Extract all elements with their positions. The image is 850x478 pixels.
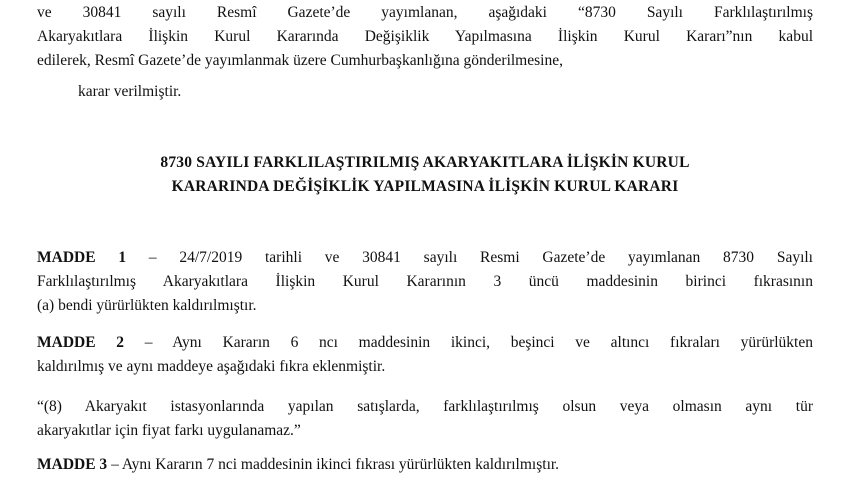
madde-2-quote-line-1: “(8) Akaryakıt istasyonlarında yapılan satışlarda, farklılaştırılmış olsun veya olmasın aynı tür (37, 398, 813, 415)
intro-line-2: Akaryakıtlara İlişkin Kurul Kararında Değişiklik Yapılmasına İlişkin Kurul Kararı”nın kabul (37, 28, 813, 45)
madde-1-line-1 (37, 248, 813, 268)
madde-2-quote-line-2: akaryakıtlar için fiyat farkı uygulanamaz.” (37, 422, 301, 439)
decision-title-line-1: 8730 SAYILI FARKLILAŞTIRILMIŞ AKARYAKITLARA İLİŞKİN KURUL (160, 154, 690, 171)
madde-1-label: MADDE 1 (37, 249, 127, 266)
madde-3-text: – Aynı Kararın 7 nci maddesinin ikinci fıkrası yürürlükten kaldırılmıştır. (107, 456, 560, 473)
madde-1-text: – 24/7/2019 tarihli ve 30841 sayılı Resmi Gazete’de yayımlanan 8730 Sayılı (126, 249, 813, 266)
madde-2-line-2: kaldırılmış ve aynı maddeye aşağıdaki fıkra eklenmiştir. (37, 358, 386, 375)
madde-3-label: MADDE 3 (37, 456, 108, 473)
madde-3-line-1 (37, 455, 559, 475)
decision-title-line-2: KARARINDA DEĞİŞİKLİK YAPILMASINA İLİŞKİN KURUL KARARI (171, 178, 679, 195)
intro-line-4: karar verilmiştir. (78, 83, 182, 100)
madde-1-line-3: (a) bendi yürürlükten kaldırılmıştır. (37, 297, 257, 314)
madde-2-label: MADDE 2 (37, 334, 124, 351)
intro-line-3: edilerek, Resmî Gazete’de yayımlanmak üzere Cumhurbaşkanlığına gönderilmesine, (37, 52, 563, 69)
madde-2-line-1 (37, 333, 813, 353)
madde-2-text: – Aynı Kararın 6 ncı maddesinin ikinci, beşinci ve altıncı fıkraları yürürlükten (124, 334, 813, 351)
madde-1-line-2: Farklılaştırılmış Akaryakıtlara İlişkin Kurul Kararının 3 üncü maddesinin birinci fıkrasının (37, 273, 813, 290)
intro-line-1: ve 30841 sayılı Resmî Gazete’de yayımlanan, aşağıdaki “8730 Sayılı Farklılaştırılmış (37, 4, 813, 21)
